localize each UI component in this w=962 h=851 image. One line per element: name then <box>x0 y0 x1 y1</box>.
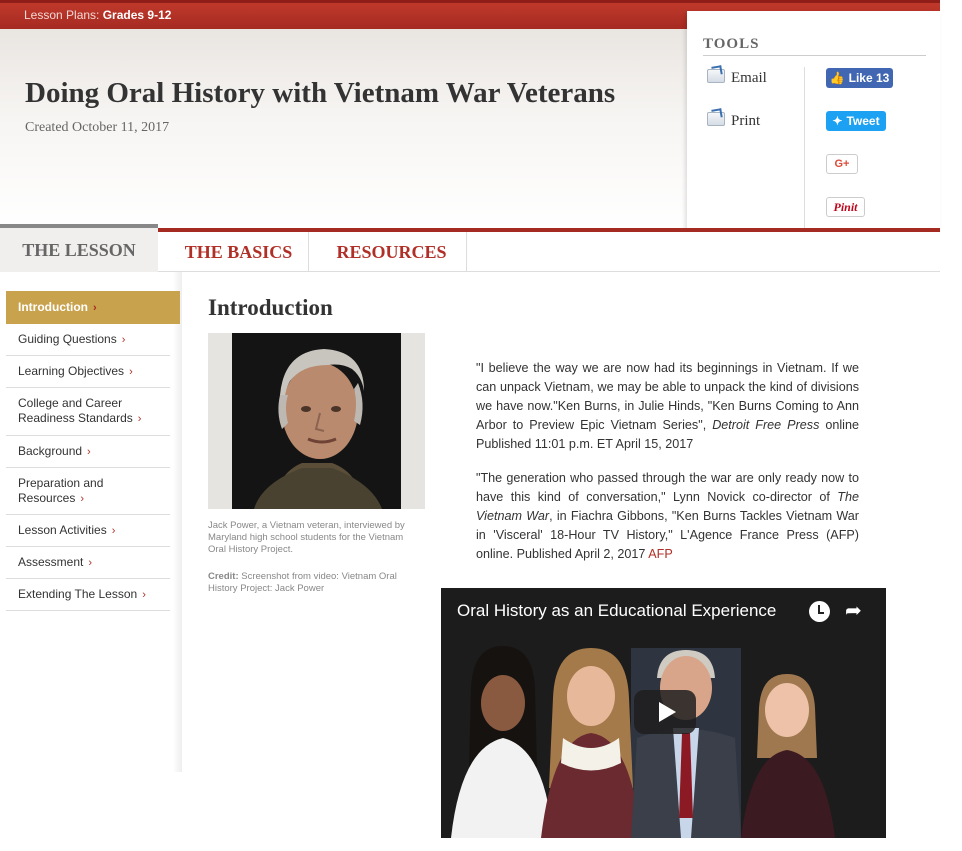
sidebar-item-label: College and Career Readiness Standards › <box>18 396 142 425</box>
sidebar-item-assessment[interactable] <box>6 547 170 579</box>
chevron-right-icon: › <box>80 492 85 505</box>
chevron-right-icon: › <box>88 556 93 569</box>
chevron-right-icon: › <box>142 588 146 601</box>
photo-credit: Credit: Screenshot from video: Vietnam Oral History Project: Jack Power <box>208 571 397 594</box>
sidebar-item-label: Guiding Questions › <box>18 331 126 346</box>
play-button[interactable] <box>634 690 696 734</box>
tab-resources[interactable]: RESOURCES <box>317 232 467 272</box>
pinterest-button[interactable]: Pinit <box>826 197 865 217</box>
afp-link[interactable]: AFP <box>648 547 673 561</box>
veteran-photo <box>232 333 401 509</box>
breadcrumb-grade[interactable]: Grades 9-12 <box>102 8 172 22</box>
quote-source: Detroit Free Press <box>712 418 820 432</box>
page-title: Doing Oral History with Vietnam War Veterans <box>25 77 616 109</box>
chevron-right-icon: › <box>137 413 142 425</box>
chevron-right-icon: › <box>129 365 133 378</box>
photo-caption: Jack Power, a Vietnam veteran, interviewed by Maryland high school students for the Vietnam Oral History Project. <box>208 520 405 555</box>
chevron-right-icon: › <box>121 333 126 346</box>
tab-the-basics[interactable]: THE BASICS <box>169 232 309 272</box>
tools-separator <box>804 67 805 247</box>
sidebar-item-introduction[interactable] <box>6 291 180 324</box>
sidebar-item-label: Assessment › <box>18 554 93 569</box>
chevron-right-icon: › <box>87 445 91 458</box>
print-link[interactable]: Print <box>707 112 760 130</box>
email-icon <box>707 69 725 83</box>
thumbs-up-icon: 👍 <box>829 71 845 85</box>
created-date: Created October 11, 2017 <box>25 120 170 135</box>
quote-ken-burns: "I believe the way we are now had its beginnings in Vietnam. If we can unpack Vietnam, we may be able to unpack the kind of divisions we have now."Ken Burns, in Julie Hinds, "Ken Burns Coming to Ann Arbor to Preview Epic Vietnam Series", Detroit Free Press online Published 11:01 p.m. ET April 15, 2017 <box>476 361 859 451</box>
tools-panel <box>687 11 940 232</box>
print-icon <box>707 112 725 126</box>
sidebar-item-label: Learning Objectives › <box>18 363 133 378</box>
chevron-right-icon: › <box>111 524 116 537</box>
chevron-right-icon: › <box>92 301 97 314</box>
google-plus-button[interactable]: G+ <box>826 154 858 174</box>
breadcrumb[interactable]: Lesson Plans: Grades 9-12 <box>24 8 172 22</box>
tools-title: TOOLS <box>703 36 760 52</box>
facebook-like-button[interactable]: 👍 Like 13 <box>826 68 893 88</box>
quote-lynn-novick: "The generation who passed through the war are only ready now to have this kind of conversation," Lynn Novick co-director of The Vietnam War, in Fiachra Gibbons, "Ken Burns Tackles Vietnam War in 'Visceral' 18-Hour TV History," L'Agence France Press (AFP) online. Published April 2, 2017 AFP <box>476 471 860 561</box>
sidebar-nav <box>6 291 170 611</box>
sidebar-item-extending-the-lesson[interactable] <box>6 579 170 611</box>
video-player[interactable] <box>441 588 886 838</box>
video-title[interactable]: Oral History as an Educational Experience <box>457 601 777 620</box>
tab-the-lesson[interactable]: THE LESSON <box>0 224 158 272</box>
tweet-button[interactable]: ✦ Tweet <box>826 111 886 131</box>
sidebar-item-guiding-questions[interactable] <box>6 324 170 356</box>
sidebar-item-preparation-and-resources[interactable] <box>6 468 170 515</box>
sidebar-item-learning-objectives[interactable] <box>6 356 170 388</box>
watch-later-icon[interactable] <box>809 601 830 622</box>
lesson-tabs <box>0 232 940 272</box>
veteran-photo-frame <box>208 333 425 509</box>
quote-work-title: The Vietnam War <box>476 490 859 523</box>
sidebar-item-label: Lesson Activities › <box>18 522 116 537</box>
sidebar-item-label: Background › <box>18 443 91 458</box>
email-link[interactable]: Email <box>707 69 767 87</box>
tools-divider <box>703 55 926 56</box>
sidebar-item-label: Preparation and Resources › <box>18 475 104 505</box>
section-heading: Introduction <box>208 295 333 320</box>
share-icon[interactable]: ➦ <box>845 600 862 622</box>
sidebar-item-background[interactable] <box>6 436 170 468</box>
sidebar-item-college-and-career-readiness-standards[interactable] <box>6 388 170 436</box>
twitter-bird-icon: ✦ <box>832 114 843 128</box>
sidebar-item-label: Extending The Lesson › <box>18 586 146 601</box>
sidebar-item-lesson-activities[interactable] <box>6 515 170 547</box>
sidebar-item-label: Introduction › <box>18 299 97 314</box>
lesson-sidebar <box>0 272 182 772</box>
